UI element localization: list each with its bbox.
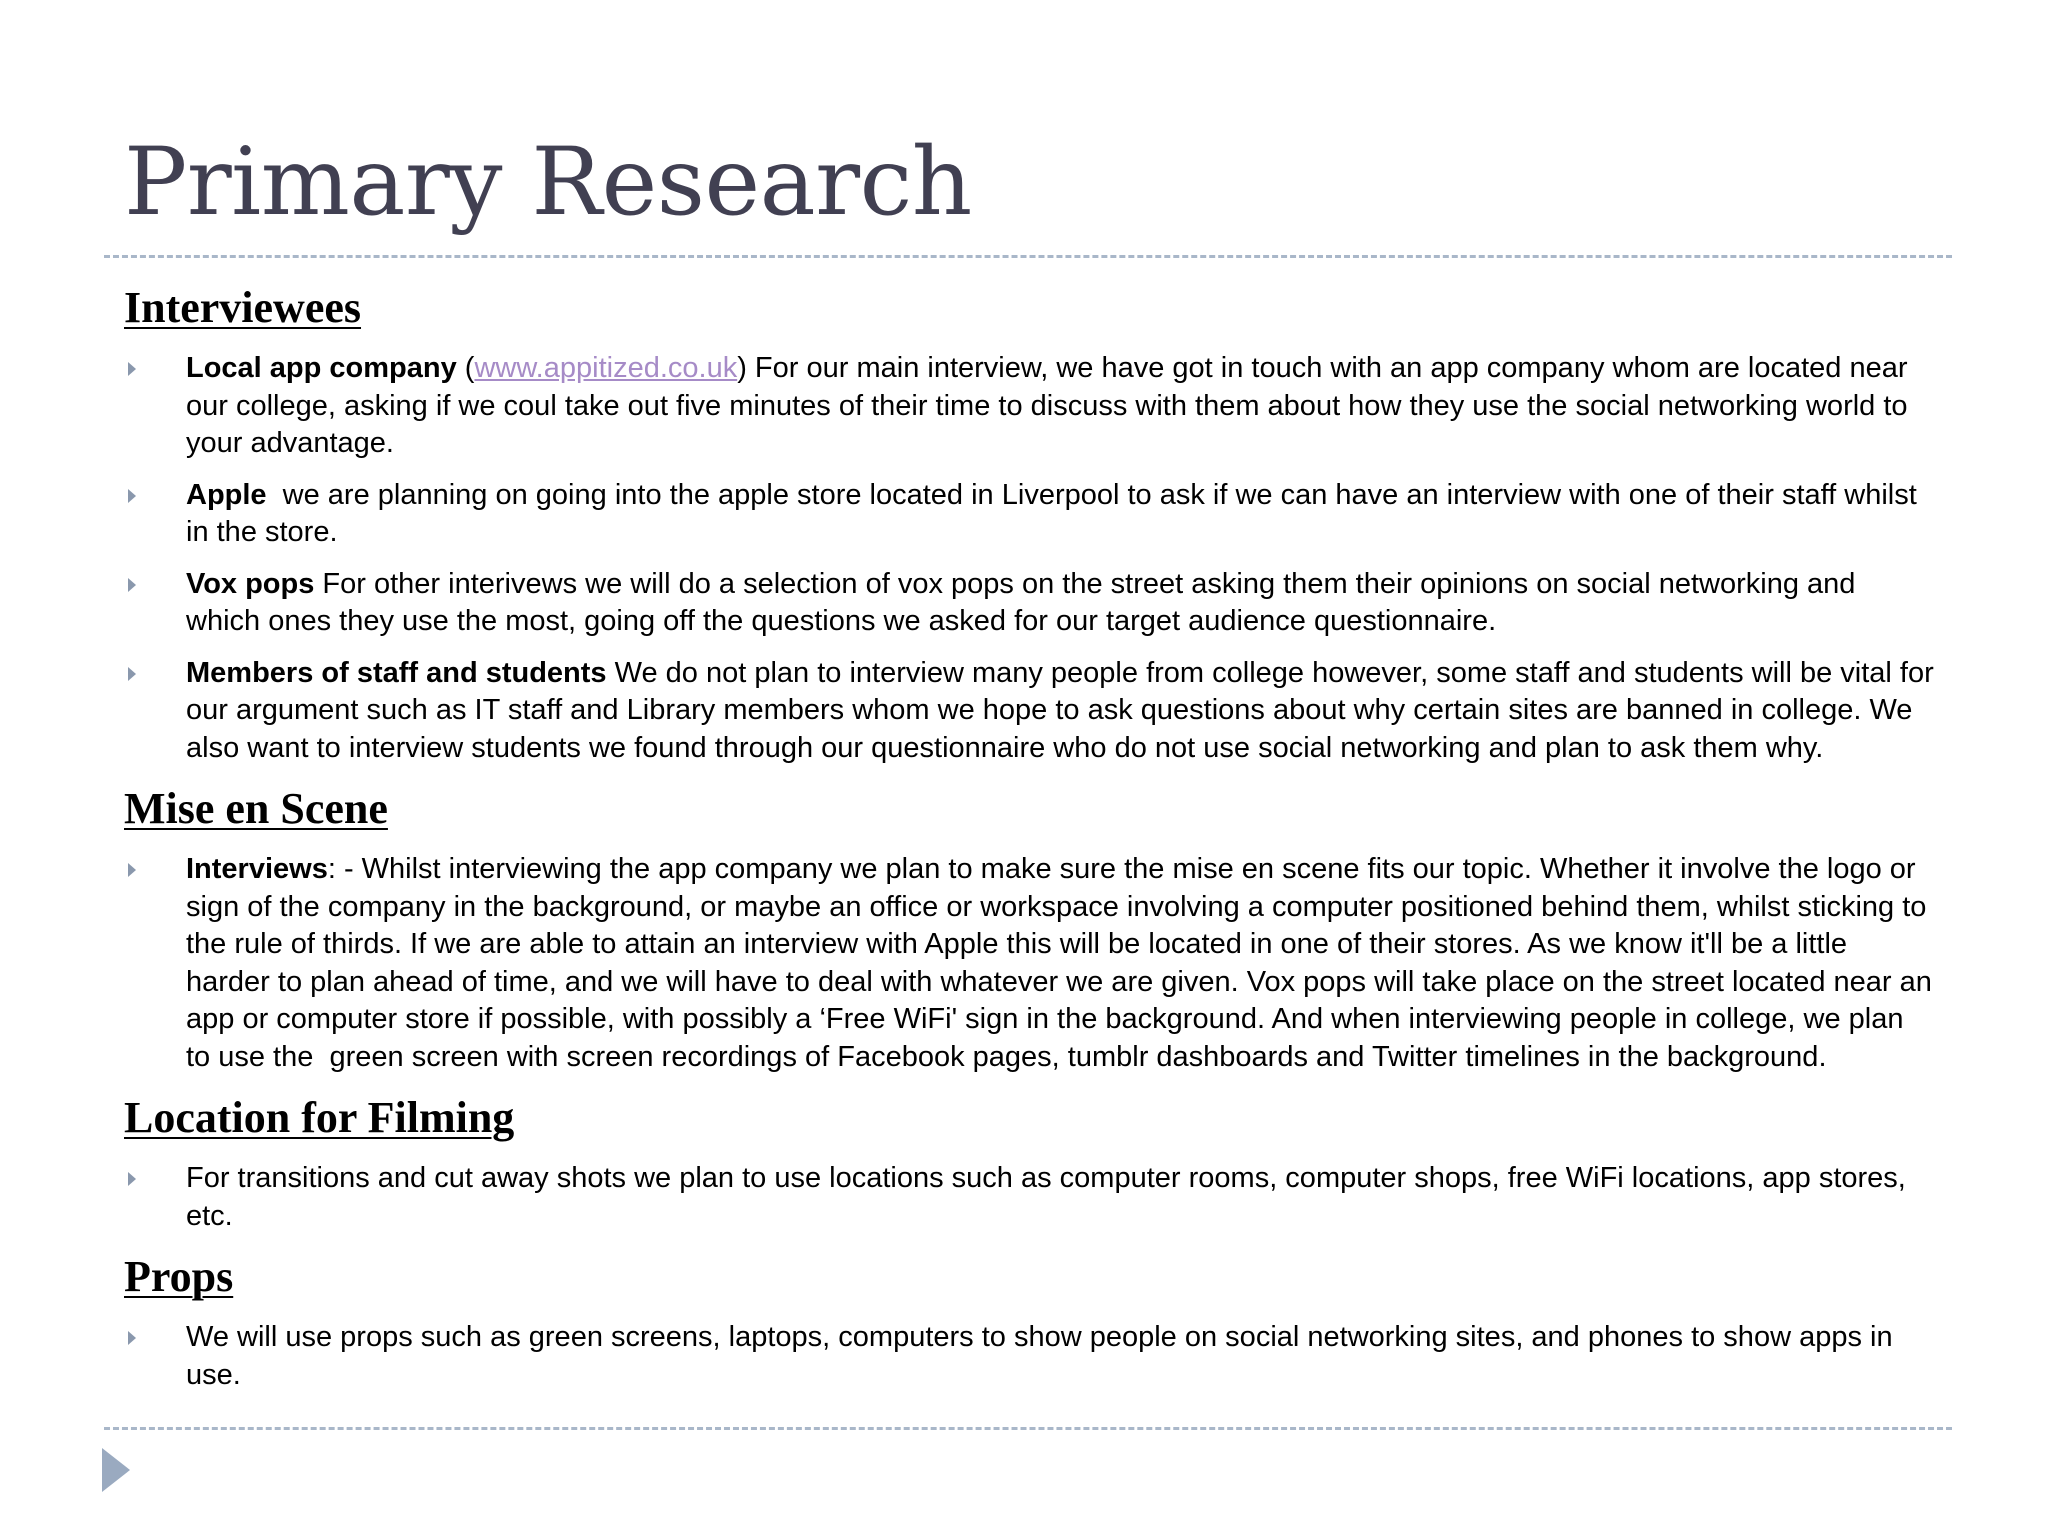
footer-divider <box>104 1427 1952 1430</box>
item-text: We will use props such as green screens, laptops, computers to show people on social networking sites, and phones to show apps in use. <box>186 1321 1893 1391</box>
appitized-link[interactable]: www.appitized.co.uk <box>474 352 738 384</box>
list-item-vox-pops <box>124 566 1934 641</box>
slide-content <box>124 280 1940 1408</box>
item-text: For other interivews we will do a selection of vox pops on the street asking them their opinions on social networking and which ones they use the most, going off the questions we asked for our target audience questionnaire. <box>186 567 1856 637</box>
section-heading-location: Location for Filming <box>124 1093 515 1142</box>
bullet-triangle-icon <box>128 1331 136 1345</box>
item-lead: Interviews <box>186 853 328 885</box>
bullet-triangle-icon <box>128 489 136 503</box>
section-heading-mise-en-scene: Mise en Scene <box>124 784 388 833</box>
bullet-triangle-icon <box>128 578 136 592</box>
interviewees-list <box>124 350 1934 767</box>
title-divider <box>104 255 1952 258</box>
item-text: : - Whilst interviewing the app company we plan to make sure the mise en scene fits our topic. Whether it involve the logo or sign of the company in the background, or maybe an office or workspace involving a computer positioned behind them, whilst sticking to the rule of thirds. If we are able to attain an interview with Apple this will be located in one of their stores. As we know it'll be a little harder to plan ahead of time, and we will have to deal with whatever we are given. Vox pops will take place on the street located near an app or computer store if possible, with possibly a ‘Free WiFi' sign in the background. And when interviewing people in college, we plan to use the green screen with screen recordings of Facebook pages, tumblr dashboards and Twitter timelines in the background. <box>186 853 1940 1073</box>
section-heading-interviewees: Interviewees <box>124 283 362 332</box>
list-item-staff-students <box>124 655 1934 768</box>
item-text: For our main interview, we have got in touch with an app company whom are located near our college, asking if we coul take out five minutes of their time to discuss with them about how they use the social networking world to your advantage. <box>186 352 1908 459</box>
item-text: We do not plan to interview many people from college however, some staff and students will be vital for our argument such as IT staff and Library members whom we hope to ask questions about why certain sites are banned in college. We also want to interview students we found through our questionnaire who do not use social networking and plan to ask them why. <box>186 656 1934 764</box>
item-lead: Vox pops <box>186 567 315 600</box>
item-lead: Apple <box>186 478 267 511</box>
bullet-triangle-icon <box>128 863 136 877</box>
corner-triangle-icon <box>102 1448 130 1492</box>
bullet-triangle-icon <box>128 667 136 681</box>
item-text: we are planning on going into the apple store located in Liverpool to ask if we can have an interview with one of their staff whilst in the store. <box>186 478 1925 548</box>
location-list <box>124 1160 1934 1235</box>
list-item-interviews <box>124 851 1940 1076</box>
props-list <box>124 1319 1934 1394</box>
list-item-props <box>124 1319 1934 1394</box>
item-link-close: ) <box>737 352 747 384</box>
item-lead: Local app company <box>186 352 457 384</box>
list-item-apple <box>124 477 1934 552</box>
bullet-triangle-icon <box>128 1172 136 1186</box>
mise-en-scene-list <box>124 851 1940 1076</box>
list-item-local-app-company <box>124 350 1934 463</box>
bullet-triangle-icon <box>128 362 136 376</box>
item-link-open: ( <box>456 352 475 384</box>
section-heading-props: Props <box>124 1252 234 1301</box>
item-text: For transitions and cut away shots we plan to use locations such as computer rooms, computer shops, free WiFi locations, app stores, etc. <box>186 1162 1906 1232</box>
item-lead: Members of staff and students <box>186 656 607 689</box>
page-title: Primary Research <box>124 128 972 237</box>
list-item-location <box>124 1160 1934 1235</box>
